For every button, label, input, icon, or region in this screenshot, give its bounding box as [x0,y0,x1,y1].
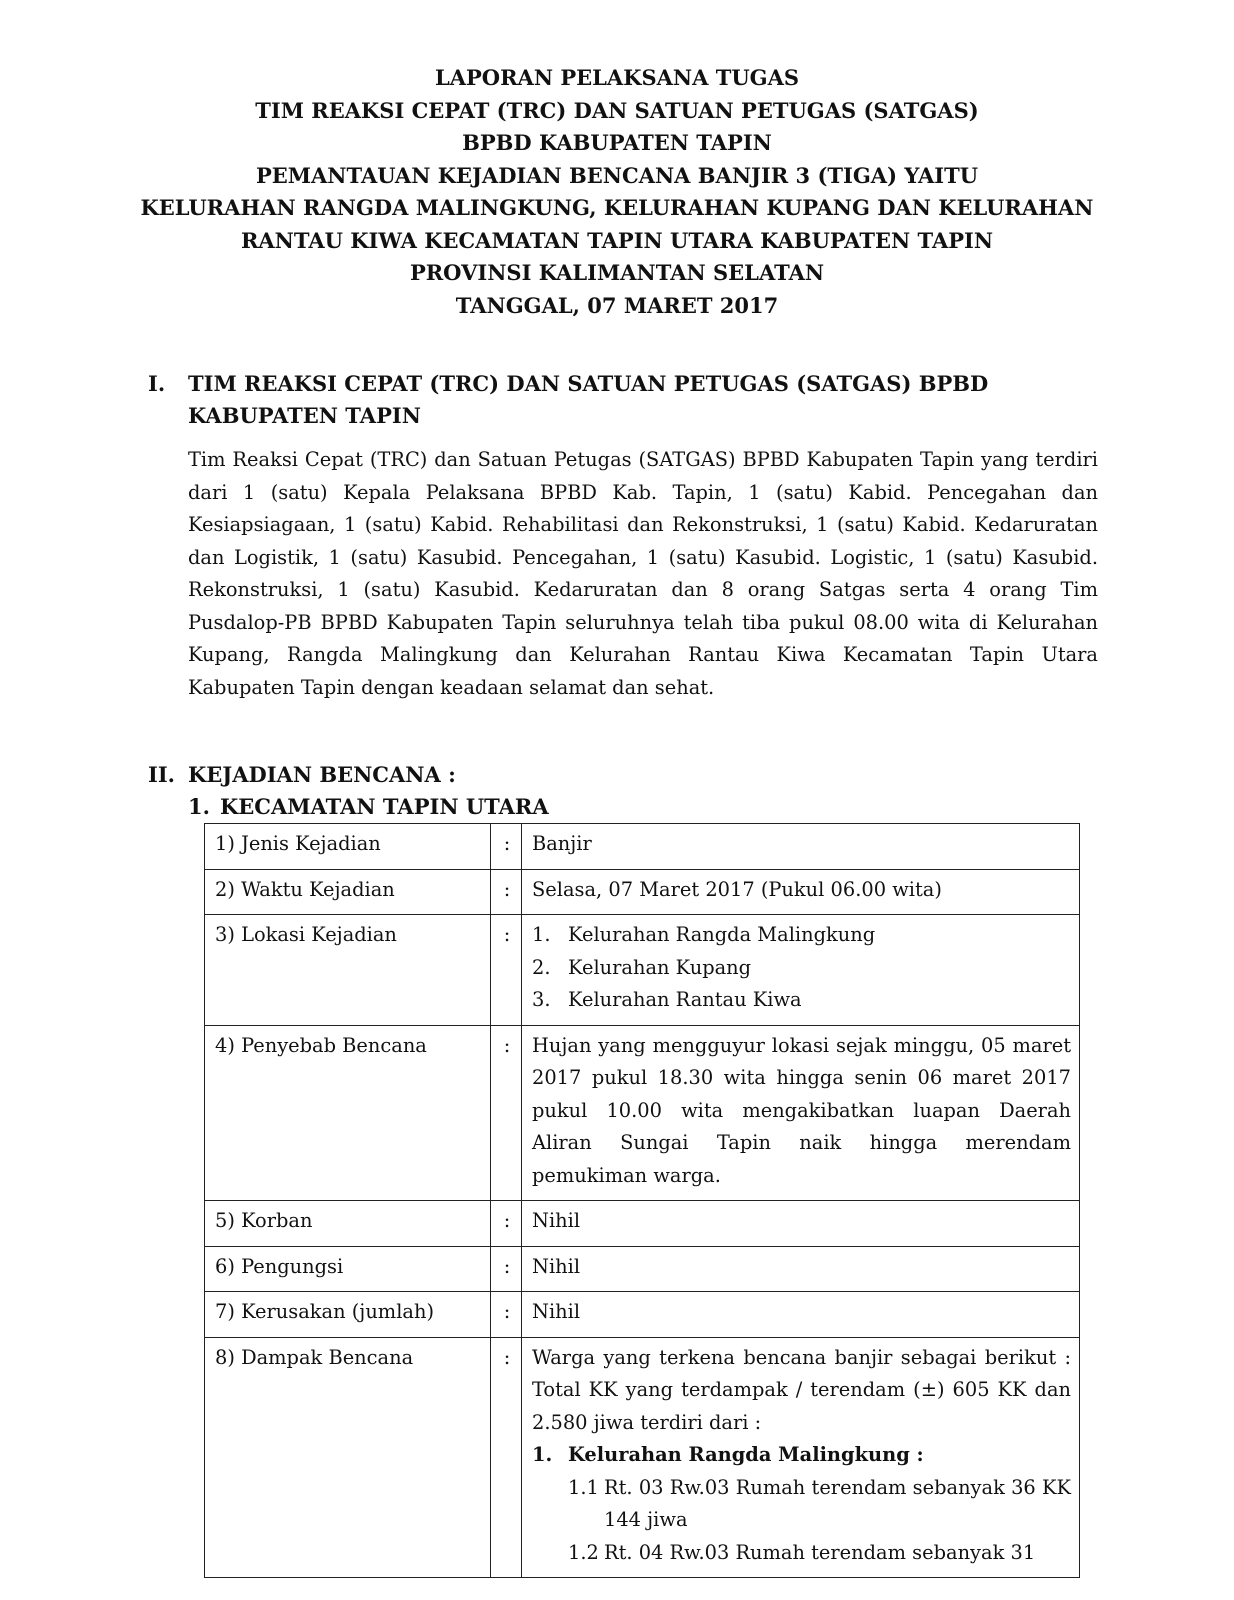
list-text: Kelurahan Kupang [568,955,752,979]
list-number: 1. [532,923,551,946]
title-line: RANTAU KIWA KECAMATAN TAPIN UTARA KABUPATEN TAPIN [240,227,994,253]
section-1-paragraph: Tim Reaksi Cepat (TRC) dan Satuan Petugas (SATGAS) BPBD Kabupaten Tapin yang terdiri dari 1 (satu) Kepala Pelaksana BPBD Kab. Tapin, 1 (satu) Kabid. Pencegahan dan Kesiapsiagaan, 1 (satu) Kabid. Rehabilitasi dan Rekonstruksi, 1 (satu) Kabid. Kedaruratan dan Logistik, 1 (satu) Kasubid. Pencegahan, 1 (satu) Kasubid. Logistic, 1 (satu) Kasubid. Rekonstruksi, 1 (satu) Kasubid. Kedaruratan dan 8 orang Satgas serta 4 orang Tim Pusdalop-PB BPBD Kabupaten Tapin seluruhnya telah tiba pukul 08.00 wita di Kelurahan Kupang, Rangda Malingkung dan Kelurahan Rantau Kiwa Kecamatan Tapin Utara Kabupaten Tapin dengan keadaan selamat dan sehat. [188,448,1098,699]
row-value: Selasa, 07 Maret 2017 (Pukul 06.00 wita) [522,869,1080,915]
row-colon: : [491,1246,522,1292]
section-2-heading [148,760,456,790]
row-label: 7) Kerusakan (jumlah) [205,1292,491,1338]
group-number: 1. [532,1443,553,1466]
subsection-number: 1. [188,794,210,819]
row-colon: : [491,869,522,915]
section-2-title: KEJADIAN BENCANA : [188,762,456,787]
title-line: TIM REAKSI CEPAT (TRC) DAN SATUAN PETUGAS (SATGAS) [255,97,979,123]
impact-group-heading [532,1439,1071,1472]
title-line: TANGGAL, 07 MARET 2017 [455,292,779,318]
incident-table [204,823,1080,1578]
list-number: 3. [532,988,551,1011]
title-line: LAPORAN PELAKSANA TUGAS [434,65,800,90]
list-text: Rt. 04 Rw.03 Rumah terendam sebanyak 31 [604,1540,1036,1564]
row-colon: : [491,1201,522,1247]
row-colon: : [491,915,522,1026]
row-colon: : [491,1292,522,1338]
row-label: 8) Dampak Bencana [205,1337,491,1578]
row-value: Hujan yang mengguyur lokasi sejak minggu, 05 maret 2017 pukul 18.30 wita hingga senin 06 maret 2017 pukul 10.00 wita mengakibatkan luapan Daerah Aliran Sungai Tapin naik hingga merendam pemukiman warga. [522,1025,1080,1201]
list-text: Rt. 03 Rw.03 Rumah terendam sebanyak 36 KK 144 jiwa [604,1475,1071,1531]
list-text: Kelurahan Rangda Malingkung [568,923,876,946]
section-1-title: TIM REAKSI CEPAT (TRC) DAN SATUAN PETUGAS (SATGAS) BPBD KABUPATEN TAPIN [188,371,989,428]
list-item [532,952,1071,985]
row-label: 5) Korban [205,1201,491,1247]
table-row [205,915,1080,1026]
row-label: 2) Waktu Kejadian [205,869,491,915]
table-row [205,824,1080,870]
row-label: 6) Pengungsi [205,1246,491,1292]
title-line: PEMANTAUAN KEJADIAN BENCANA BANJIR 3 (TIGA) YAITU [255,162,979,188]
group-title: Kelurahan Rangda Malingkung : [568,1443,924,1466]
section-1-heading [148,368,1098,432]
row-colon: : [491,824,522,870]
title-line: PROVINSI KALIMANTAN SELATAN [409,260,825,285]
row-label: 3) Lokasi Kejadian [205,915,491,1026]
impact-intro: Warga yang terkena bencana banjir sebagai berikut : Total KK yang terdampak / terendam (±) 605 KK dan 2.580 jiwa terdiri dari : [532,1345,1071,1434]
row-colon: : [491,1025,522,1201]
table-row [205,1246,1080,1292]
row-value: Nihil [522,1246,1080,1292]
subsection-title: KECAMATAN TAPIN UTARA [220,794,549,819]
list-number: 1.1 [568,1475,599,1499]
table-row [205,1292,1080,1338]
section-2-number: II. [148,762,175,787]
list-item [532,984,1071,1017]
title-line: KELURAHAN RANGDA MALINGKUNG, KELURAHAN KUPANG DAN KELURAHAN [140,195,1094,220]
list-item [532,1472,1071,1537]
document-title [0,62,1234,322]
section-1-number: I. [148,371,166,396]
row-value: Nihil [522,1292,1080,1338]
row-value [522,1337,1080,1578]
table-row [205,1201,1080,1247]
list-number: 1.2 [568,1540,599,1564]
table-row [205,1337,1080,1578]
row-value: Nihil [522,1201,1080,1247]
row-value: Banjir [522,824,1080,870]
title-line: BPBD KABUPATEN TAPIN [462,130,772,155]
list-item [532,1537,1071,1570]
row-colon: : [491,1337,522,1578]
table-row [205,1025,1080,1201]
subsection-heading [188,792,549,822]
row-value [522,915,1080,1026]
list-item [532,919,1071,952]
row-label: 1) Jenis Kejadian [205,824,491,870]
list-number: 2. [532,955,551,979]
table-row [205,869,1080,915]
row-label: 4) Penyebab Bencana [205,1025,491,1201]
list-text: Kelurahan Rantau Kiwa [568,988,802,1011]
